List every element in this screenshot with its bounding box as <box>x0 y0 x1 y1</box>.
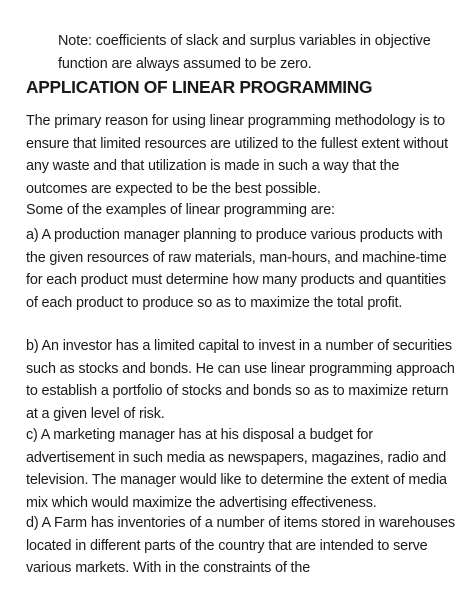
example-c-paragraph: c) A marketing manager has at his disposal a budget for advertisement in such media as newspapers, magazines, radio and television. The manager would like to determine the extent of media mix which would maximize the advertising effectiveness. <box>26 427 447 511</box>
note-text: Note: coefficients of slack and surplus variables in objective function are always assumed to be zero. <box>58 33 431 72</box>
intro-paragraph: The primary reason for using linear programming methodology is to ensure that limited resources are utilized to the fullest extent without any waste and that utilization is made in such a way that the outcomes are expected to be the best possible. <box>26 113 448 197</box>
example-d-paragraph: d) A Farm has inventories of a number of items stored in warehouses located in different parts of the country that are intended to serve various markets. With in the constraints of the <box>26 515 456 576</box>
example-b-paragraph: b) An investor has a limited capital to invest in a number of securities such as stocks and bonds. He can use linear programming approach to establish a portfolio of stocks and bonds so as to maximize return at a given level of risk. <box>26 338 455 422</box>
examples-intro-paragraph: Some of the examples of linear programming are: <box>26 202 335 218</box>
section-heading: APPLICATION OF LINEAR PROGRAMMING <box>26 77 373 97</box>
example-a-paragraph: a) A production manager planning to produce various products with the given resources of raw materials, man-hours, and machine-time for each product must determine how many products and quantities of each product to produce so as to maximize the total profit. <box>26 227 447 311</box>
